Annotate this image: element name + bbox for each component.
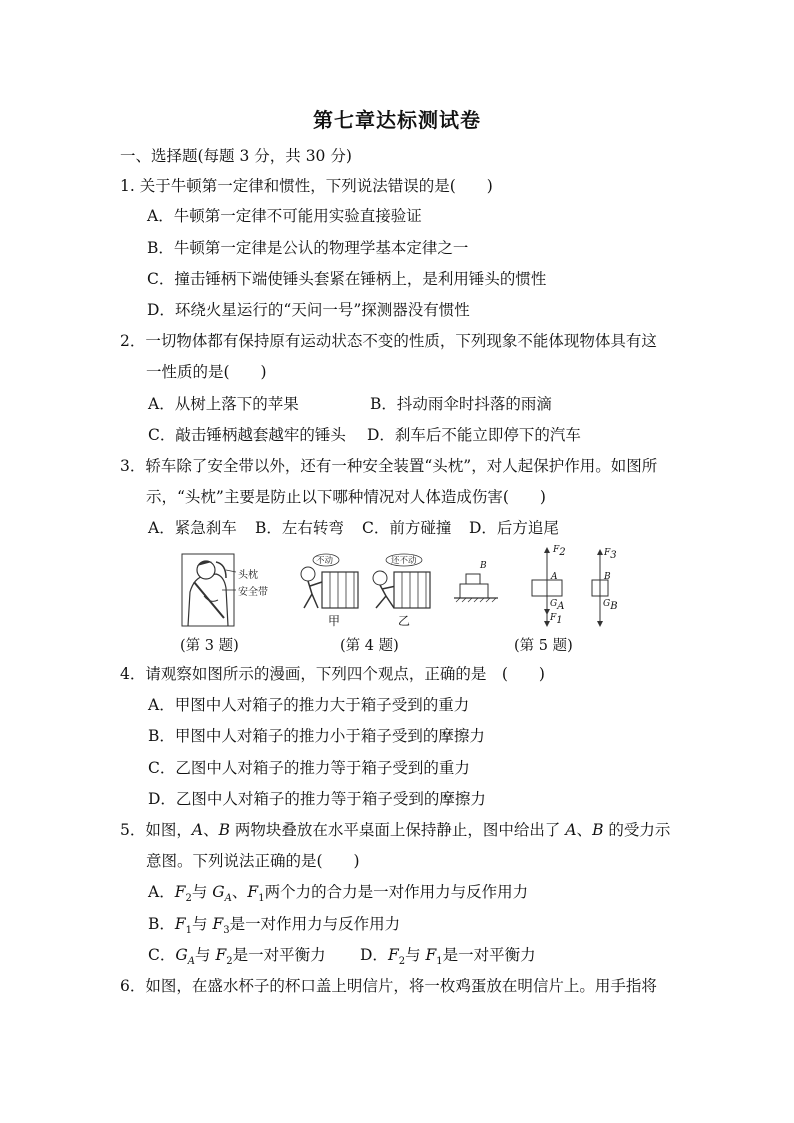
section-heading: 一、选择题(每题 3 分，共 30 分) [120, 147, 352, 165]
q3-option-b: B．左右转弯 [255, 519, 344, 537]
figure-5-label-ga: $G_A$ [550, 599, 565, 612]
q5-option-c: C．$G_A$与 $F_2$是一对平衡力 [148, 946, 326, 968]
q1-option-d: D．环绕火星运行的“天问一号”探测器没有惯性 [147, 301, 470, 319]
q4-option-c: C．乙图中人对箱子的推力等于箱子受到的重力 [148, 759, 470, 777]
figure-5-force-diagrams [452, 544, 622, 628]
q3-stem-line1: 3．轿车除了安全带以外，还有一种安全装置“头枕”，对人起保护作用。如图所 [120, 457, 658, 475]
figure-4-caption: (第 4 题) [340, 638, 399, 654]
q3-stem-line2: 示，“头枕”主要是防止以下哪种情况对人体造成伤害( ) [146, 488, 546, 506]
q1-option-b: B．牛顿第一定律是公认的物理学基本定律之一 [147, 239, 469, 257]
figure-4-bubble-left: 不动 [316, 556, 334, 566]
q1-option-a: A．牛顿第一定律不可能用实验直接验证 [147, 207, 422, 225]
q4-stem: 4．请观察如图所示的漫画，下列四个观点，正确的是 ( ) [120, 665, 545, 683]
q5-option-b: B．$F_1$与 $F_3$是一对作用力与反作用力 [148, 915, 401, 937]
figure-5-label-gb: $G_B$ [603, 599, 618, 612]
figure-5-label-f1: $F_1$ [550, 613, 563, 626]
q2-option-a: A．从树上落下的苹果 [148, 395, 299, 413]
q2-stem-line1: 2．一切物体都有保持原有运动状态不变的性质，下列现象不能体现物体具有这 [120, 332, 657, 350]
q4-option-a: A．甲图中人对箱子的推力大于箱子受到的重力 [148, 696, 470, 714]
figure-4-label-yi: 乙 [398, 614, 411, 628]
q5-stem-line1: 5．如图，A、B 两物块叠放在水平桌面上保持静止，图中给出了 A、B 的受力示 [120, 821, 671, 839]
q2-option-c: C．敲击锤柄越套越牢的锤头 [148, 426, 346, 444]
q6-stem-line1: 6．如图，在盛水杯子的杯口盖上明信片，将一枚鸡蛋放在明信片上。用手指将 [120, 977, 657, 995]
q5-stem-line2: 意图。下列说法正确的是( ) [146, 852, 360, 870]
figure-4-label-jia: 甲 [328, 614, 341, 628]
figure-5-label-f3: $F_3$ [604, 548, 617, 561]
q5-option-a: A．$F_2$与 $G_A$、$F_1$两个力的合力是一对作用力与反作用力 [148, 883, 529, 905]
q2-option-d: D．刹车后不能立即停下的汽车 [367, 426, 581, 444]
q1-option-c: C．撞击锤柄下端使锤头套紧在锤柄上，是利用锤头的惯性 [147, 270, 547, 288]
q4-option-b: B．甲图中人对箱子的推力小于箱子受到的摩擦力 [148, 727, 485, 745]
figure-5-label-b: B [604, 572, 611, 582]
figure-3-label-seatbelt: 安全带 [238, 587, 268, 598]
figure-5-caption: (第 5 题) [514, 638, 573, 654]
q5-option-d: D．$F_2$与 $F_1$是一对平衡力 [360, 946, 536, 968]
q1-stem: 1. 关于牛顿第一定律和惯性，下列说法错误的是( ) [120, 177, 493, 195]
figure-3-label-headrest: 头枕 [238, 570, 258, 581]
q4-option-d: D．乙图中人对箱子的推力等于箱子受到的摩擦力 [148, 790, 486, 808]
q3-option-c: C．前方碰撞 [362, 519, 452, 537]
figure-5-label-b-on-table: B [480, 561, 487, 571]
figure-5-label-f2: $F_2$ [553, 545, 566, 558]
q3-option-a: A．紧急刹车 [148, 519, 237, 537]
page-title: 第七章达标测试卷 [313, 108, 481, 132]
q2-stem-line2: 一性质的是( ) [146, 363, 267, 381]
figure-5-label-a: A [551, 572, 558, 582]
figure-3-caption: (第 3 题) [180, 638, 239, 654]
q2-option-b: B．抖动雨伞时抖落的雨滴 [370, 395, 552, 413]
q3-option-d: D．后方追尾 [469, 519, 559, 537]
figure-4-bubble-right: 还不动 [391, 556, 417, 566]
